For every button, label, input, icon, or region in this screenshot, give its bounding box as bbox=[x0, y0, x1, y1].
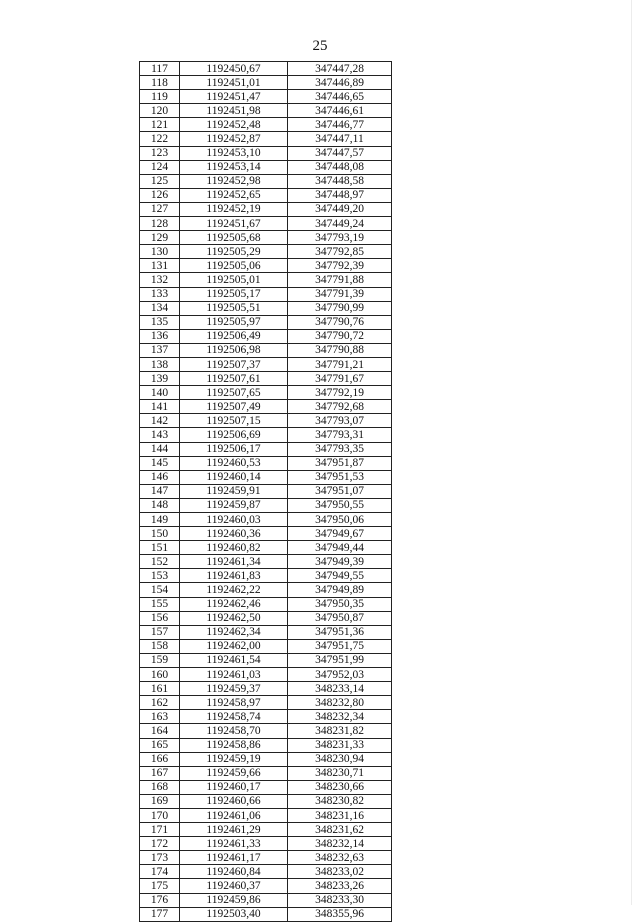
x-coordinate-cell: 1192461,29 bbox=[180, 823, 288, 837]
point-number-cell: 136 bbox=[140, 329, 180, 343]
x-coordinate-cell: 1192451,98 bbox=[180, 104, 288, 118]
x-coordinate-cell: 1192506,49 bbox=[180, 329, 288, 343]
y-coordinate-cell: 347790,72 bbox=[288, 329, 392, 343]
point-number-cell: 133 bbox=[140, 287, 180, 301]
y-coordinate-cell: 347792,19 bbox=[288, 386, 392, 400]
x-coordinate-cell: 1192458,97 bbox=[180, 696, 288, 710]
point-number-cell: 140 bbox=[140, 386, 180, 400]
x-coordinate-cell: 1192506,17 bbox=[180, 442, 288, 456]
y-coordinate-cell: 348233,30 bbox=[288, 893, 392, 907]
x-coordinate-cell: 1192462,22 bbox=[180, 583, 288, 597]
point-number-cell: 154 bbox=[140, 583, 180, 597]
y-coordinate-cell: 347449,24 bbox=[288, 217, 392, 231]
table-row bbox=[140, 76, 392, 90]
point-number-cell: 173 bbox=[140, 851, 180, 865]
x-coordinate-cell: 1192507,37 bbox=[180, 357, 288, 371]
table-row bbox=[140, 738, 392, 752]
y-coordinate-cell: 347951,99 bbox=[288, 653, 392, 667]
table-row bbox=[140, 484, 392, 498]
table-row bbox=[140, 118, 392, 132]
point-number-cell: 153 bbox=[140, 569, 180, 583]
point-number-cell: 163 bbox=[140, 710, 180, 724]
point-number-cell: 164 bbox=[140, 724, 180, 738]
x-coordinate-cell: 1192452,98 bbox=[180, 174, 288, 188]
point-number-cell: 135 bbox=[140, 315, 180, 329]
x-coordinate-cell: 1192462,50 bbox=[180, 611, 288, 625]
y-coordinate-cell: 347447,57 bbox=[288, 146, 392, 160]
table-row bbox=[140, 104, 392, 118]
x-coordinate-cell: 1192460,37 bbox=[180, 879, 288, 893]
table-row bbox=[140, 710, 392, 724]
point-number-cell: 126 bbox=[140, 188, 180, 202]
y-coordinate-cell: 347949,55 bbox=[288, 569, 392, 583]
x-coordinate-cell: 1192505,68 bbox=[180, 231, 288, 245]
table-row bbox=[140, 766, 392, 780]
y-coordinate-cell: 347951,36 bbox=[288, 625, 392, 639]
point-number-cell: 152 bbox=[140, 555, 180, 569]
point-number-cell: 139 bbox=[140, 372, 180, 386]
x-coordinate-cell: 1192460,36 bbox=[180, 527, 288, 541]
y-coordinate-cell: 347951,07 bbox=[288, 484, 392, 498]
y-coordinate-cell: 347949,39 bbox=[288, 555, 392, 569]
point-number-cell: 143 bbox=[140, 428, 180, 442]
y-coordinate-cell: 347791,67 bbox=[288, 372, 392, 386]
y-coordinate-cell: 347791,88 bbox=[288, 273, 392, 287]
point-number-cell: 155 bbox=[140, 597, 180, 611]
table-row bbox=[140, 146, 392, 160]
y-coordinate-cell: 347793,07 bbox=[288, 414, 392, 428]
y-coordinate-cell: 347792,68 bbox=[288, 400, 392, 414]
x-coordinate-cell: 1192459,87 bbox=[180, 498, 288, 512]
point-number-cell: 160 bbox=[140, 668, 180, 682]
y-coordinate-cell: 348230,71 bbox=[288, 766, 392, 780]
table-row bbox=[140, 386, 392, 400]
table-row bbox=[140, 498, 392, 512]
table-row bbox=[140, 442, 392, 456]
y-coordinate-cell: 347950,87 bbox=[288, 611, 392, 625]
x-coordinate-cell: 1192452,87 bbox=[180, 132, 288, 146]
point-number-cell: 165 bbox=[140, 738, 180, 752]
table-row bbox=[140, 583, 392, 597]
table-row bbox=[140, 794, 392, 808]
y-coordinate-cell: 347449,20 bbox=[288, 202, 392, 216]
y-coordinate-cell: 348231,33 bbox=[288, 738, 392, 752]
table-row bbox=[140, 752, 392, 766]
table-row bbox=[140, 62, 392, 76]
y-coordinate-cell: 348230,66 bbox=[288, 780, 392, 794]
x-coordinate-cell: 1192453,10 bbox=[180, 146, 288, 160]
table-row bbox=[140, 837, 392, 851]
point-number-cell: 176 bbox=[140, 893, 180, 907]
table-row bbox=[140, 456, 392, 470]
x-coordinate-cell: 1192462,34 bbox=[180, 625, 288, 639]
x-coordinate-cell: 1192461,33 bbox=[180, 837, 288, 851]
point-number-cell: 157 bbox=[140, 625, 180, 639]
y-coordinate-cell: 347447,28 bbox=[288, 62, 392, 76]
point-number-cell: 151 bbox=[140, 541, 180, 555]
x-coordinate-cell: 1192460,03 bbox=[180, 513, 288, 527]
table-row bbox=[140, 357, 392, 371]
y-coordinate-cell: 347950,06 bbox=[288, 513, 392, 527]
table-row bbox=[140, 780, 392, 794]
coordinates-table bbox=[139, 61, 392, 922]
y-coordinate-cell: 347791,39 bbox=[288, 287, 392, 301]
table-row bbox=[140, 569, 392, 583]
x-coordinate-cell: 1192460,14 bbox=[180, 470, 288, 484]
point-number-cell: 169 bbox=[140, 794, 180, 808]
table-row bbox=[140, 668, 392, 682]
point-number-cell: 174 bbox=[140, 865, 180, 879]
y-coordinate-cell: 347448,97 bbox=[288, 188, 392, 202]
point-number-cell: 167 bbox=[140, 766, 180, 780]
y-coordinate-cell: 347792,39 bbox=[288, 259, 392, 273]
point-number-cell: 124 bbox=[140, 160, 180, 174]
x-coordinate-cell: 1192460,17 bbox=[180, 780, 288, 794]
x-coordinate-cell: 1192450,67 bbox=[180, 62, 288, 76]
x-coordinate-cell: 1192460,66 bbox=[180, 794, 288, 808]
x-coordinate-cell: 1192503,40 bbox=[180, 907, 288, 921]
table-row bbox=[140, 808, 392, 822]
y-coordinate-cell: 347950,35 bbox=[288, 597, 392, 611]
x-coordinate-cell: 1192452,19 bbox=[180, 202, 288, 216]
y-coordinate-cell: 347447,11 bbox=[288, 132, 392, 146]
y-coordinate-cell: 348232,63 bbox=[288, 851, 392, 865]
point-number-cell: 144 bbox=[140, 442, 180, 456]
y-coordinate-cell: 347949,44 bbox=[288, 541, 392, 555]
y-coordinate-cell: 347448,08 bbox=[288, 160, 392, 174]
y-coordinate-cell: 347793,31 bbox=[288, 428, 392, 442]
x-coordinate-cell: 1192458,74 bbox=[180, 710, 288, 724]
point-number-cell: 170 bbox=[140, 808, 180, 822]
x-coordinate-cell: 1192459,19 bbox=[180, 752, 288, 766]
y-coordinate-cell: 348355,96 bbox=[288, 907, 392, 921]
x-coordinate-cell: 1192505,06 bbox=[180, 259, 288, 273]
table-row bbox=[140, 611, 392, 625]
y-coordinate-cell: 348231,16 bbox=[288, 808, 392, 822]
table-row bbox=[140, 217, 392, 231]
table-row bbox=[140, 724, 392, 738]
point-number-cell: 175 bbox=[140, 879, 180, 893]
x-coordinate-cell: 1192461,34 bbox=[180, 555, 288, 569]
x-coordinate-cell: 1192505,97 bbox=[180, 315, 288, 329]
x-coordinate-cell: 1192507,49 bbox=[180, 400, 288, 414]
y-coordinate-cell: 347790,99 bbox=[288, 301, 392, 315]
point-number-cell: 166 bbox=[140, 752, 180, 766]
y-coordinate-cell: 347793,19 bbox=[288, 231, 392, 245]
page-edge-line bbox=[631, 0, 632, 905]
x-coordinate-cell: 1192462,00 bbox=[180, 639, 288, 653]
x-coordinate-cell: 1192459,66 bbox=[180, 766, 288, 780]
point-number-cell: 159 bbox=[140, 653, 180, 667]
x-coordinate-cell: 1192452,65 bbox=[180, 188, 288, 202]
point-number-cell: 148 bbox=[140, 498, 180, 512]
table-row bbox=[140, 470, 392, 484]
table-row bbox=[140, 639, 392, 653]
point-number-cell: 146 bbox=[140, 470, 180, 484]
x-coordinate-cell: 1192460,84 bbox=[180, 865, 288, 879]
table-row bbox=[140, 315, 392, 329]
y-coordinate-cell: 348231,82 bbox=[288, 724, 392, 738]
table-row bbox=[140, 851, 392, 865]
table-row bbox=[140, 188, 392, 202]
point-number-cell: 177 bbox=[140, 907, 180, 921]
point-number-cell: 129 bbox=[140, 231, 180, 245]
point-number-cell: 147 bbox=[140, 484, 180, 498]
x-coordinate-cell: 1192461,06 bbox=[180, 808, 288, 822]
x-coordinate-cell: 1192506,69 bbox=[180, 428, 288, 442]
point-number-cell: 142 bbox=[140, 414, 180, 428]
point-number-cell: 128 bbox=[140, 217, 180, 231]
y-coordinate-cell: 347448,58 bbox=[288, 174, 392, 188]
x-coordinate-cell: 1192460,82 bbox=[180, 541, 288, 555]
x-coordinate-cell: 1192458,86 bbox=[180, 738, 288, 752]
point-number-cell: 158 bbox=[140, 639, 180, 653]
y-coordinate-cell: 347949,67 bbox=[288, 527, 392, 541]
x-coordinate-cell: 1192459,37 bbox=[180, 682, 288, 696]
y-coordinate-cell: 347952,03 bbox=[288, 668, 392, 682]
point-number-cell: 122 bbox=[140, 132, 180, 146]
x-coordinate-cell: 1192452,48 bbox=[180, 118, 288, 132]
x-coordinate-cell: 1192506,98 bbox=[180, 343, 288, 357]
table-row bbox=[140, 372, 392, 386]
y-coordinate-cell: 347446,61 bbox=[288, 104, 392, 118]
table-row bbox=[140, 893, 392, 907]
table-row bbox=[140, 879, 392, 893]
point-number-cell: 168 bbox=[140, 780, 180, 794]
y-coordinate-cell: 348231,62 bbox=[288, 823, 392, 837]
table-row bbox=[140, 343, 392, 357]
table-row bbox=[140, 400, 392, 414]
y-coordinate-cell: 348232,80 bbox=[288, 696, 392, 710]
y-coordinate-cell: 347791,21 bbox=[288, 357, 392, 371]
x-coordinate-cell: 1192507,65 bbox=[180, 386, 288, 400]
point-number-cell: 172 bbox=[140, 837, 180, 851]
x-coordinate-cell: 1192451,47 bbox=[180, 90, 288, 104]
point-number-cell: 138 bbox=[140, 357, 180, 371]
x-coordinate-cell: 1192461,54 bbox=[180, 653, 288, 667]
y-coordinate-cell: 347446,89 bbox=[288, 76, 392, 90]
x-coordinate-cell: 1192460,53 bbox=[180, 456, 288, 470]
table-row bbox=[140, 597, 392, 611]
x-coordinate-cell: 1192461,17 bbox=[180, 851, 288, 865]
y-coordinate-cell: 347446,77 bbox=[288, 118, 392, 132]
y-coordinate-cell: 348232,14 bbox=[288, 837, 392, 851]
point-number-cell: 119 bbox=[140, 90, 180, 104]
point-number-cell: 123 bbox=[140, 146, 180, 160]
table-row bbox=[140, 513, 392, 527]
point-number-cell: 120 bbox=[140, 104, 180, 118]
y-coordinate-cell: 348232,34 bbox=[288, 710, 392, 724]
table-row bbox=[140, 90, 392, 104]
y-coordinate-cell: 347792,85 bbox=[288, 245, 392, 259]
table-row bbox=[140, 329, 392, 343]
page-number: 25 bbox=[312, 38, 328, 54]
y-coordinate-cell: 347790,76 bbox=[288, 315, 392, 329]
table-row bbox=[140, 245, 392, 259]
point-number-cell: 125 bbox=[140, 174, 180, 188]
point-number-cell: 141 bbox=[140, 400, 180, 414]
point-number-cell: 145 bbox=[140, 456, 180, 470]
x-coordinate-cell: 1192453,14 bbox=[180, 160, 288, 174]
point-number-cell: 161 bbox=[140, 682, 180, 696]
table-row bbox=[140, 132, 392, 146]
y-coordinate-cell: 347951,53 bbox=[288, 470, 392, 484]
y-coordinate-cell: 347951,75 bbox=[288, 639, 392, 653]
table-row bbox=[140, 555, 392, 569]
point-number-cell: 127 bbox=[140, 202, 180, 216]
y-coordinate-cell: 348233,02 bbox=[288, 865, 392, 879]
point-number-cell: 121 bbox=[140, 118, 180, 132]
x-coordinate-cell: 1192505,51 bbox=[180, 301, 288, 315]
table-row bbox=[140, 414, 392, 428]
table-row bbox=[140, 682, 392, 696]
y-coordinate-cell: 347951,87 bbox=[288, 456, 392, 470]
point-number-cell: 130 bbox=[140, 245, 180, 259]
x-coordinate-cell: 1192451,67 bbox=[180, 217, 288, 231]
table-row bbox=[140, 865, 392, 879]
y-coordinate-cell: 347446,65 bbox=[288, 90, 392, 104]
table-row bbox=[140, 428, 392, 442]
point-number-cell: 131 bbox=[140, 259, 180, 273]
point-number-cell: 134 bbox=[140, 301, 180, 315]
table-row bbox=[140, 273, 392, 287]
y-coordinate-cell: 348233,26 bbox=[288, 879, 392, 893]
x-coordinate-cell: 1192507,15 bbox=[180, 414, 288, 428]
table-row bbox=[140, 231, 392, 245]
table-row bbox=[140, 301, 392, 315]
x-coordinate-cell: 1192461,03 bbox=[180, 668, 288, 682]
x-coordinate-cell: 1192451,01 bbox=[180, 76, 288, 90]
y-coordinate-cell: 347950,55 bbox=[288, 498, 392, 512]
table-row bbox=[140, 823, 392, 837]
x-coordinate-cell: 1192459,91 bbox=[180, 484, 288, 498]
table-row bbox=[140, 541, 392, 555]
coordinates-table-body bbox=[140, 62, 392, 922]
x-coordinate-cell: 1192459,86 bbox=[180, 893, 288, 907]
table-row bbox=[140, 527, 392, 541]
table-row bbox=[140, 907, 392, 921]
y-coordinate-cell: 347793,35 bbox=[288, 442, 392, 456]
y-coordinate-cell: 347790,88 bbox=[288, 343, 392, 357]
table-row bbox=[140, 202, 392, 216]
point-number-cell: 171 bbox=[140, 823, 180, 837]
table-row bbox=[140, 625, 392, 639]
point-number-cell: 132 bbox=[140, 273, 180, 287]
point-number-cell: 156 bbox=[140, 611, 180, 625]
x-coordinate-cell: 1192505,17 bbox=[180, 287, 288, 301]
y-coordinate-cell: 348230,94 bbox=[288, 752, 392, 766]
point-number-cell: 118 bbox=[140, 76, 180, 90]
table-row bbox=[140, 287, 392, 301]
point-number-cell: 162 bbox=[140, 696, 180, 710]
x-coordinate-cell: 1192458,70 bbox=[180, 724, 288, 738]
x-coordinate-cell: 1192462,46 bbox=[180, 597, 288, 611]
point-number-cell: 137 bbox=[140, 343, 180, 357]
x-coordinate-cell: 1192507,61 bbox=[180, 372, 288, 386]
y-coordinate-cell: 348233,14 bbox=[288, 682, 392, 696]
table-row bbox=[140, 259, 392, 273]
y-coordinate-cell: 347949,89 bbox=[288, 583, 392, 597]
table-row bbox=[140, 174, 392, 188]
x-coordinate-cell: 1192505,01 bbox=[180, 273, 288, 287]
x-coordinate-cell: 1192461,83 bbox=[180, 569, 288, 583]
point-number-cell: 149 bbox=[140, 513, 180, 527]
table-row bbox=[140, 696, 392, 710]
x-coordinate-cell: 1192505,29 bbox=[180, 245, 288, 259]
point-number-cell: 117 bbox=[140, 62, 180, 76]
table-row bbox=[140, 160, 392, 174]
table-row bbox=[140, 653, 392, 667]
point-number-cell: 150 bbox=[140, 527, 180, 541]
y-coordinate-cell: 348230,82 bbox=[288, 794, 392, 808]
